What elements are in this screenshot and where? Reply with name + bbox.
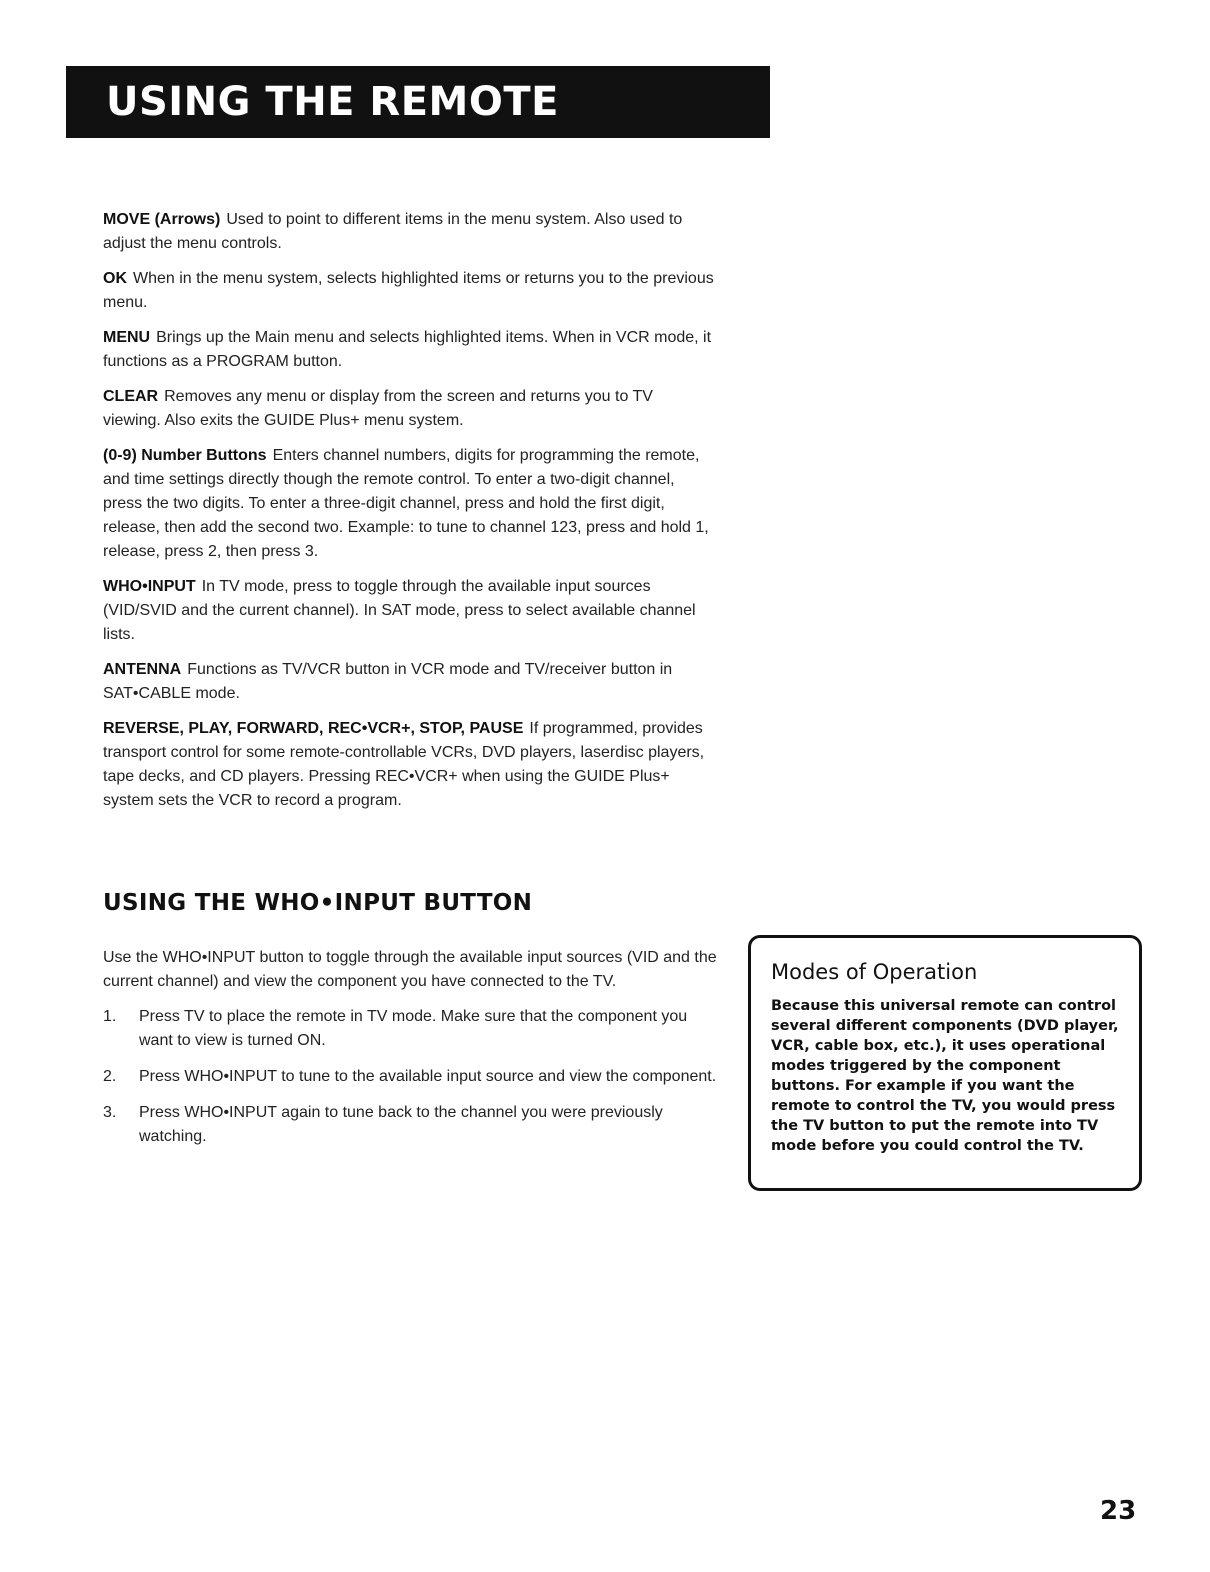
callout-body: Because this universal remote can control several different components (DVD player, VCR, cable box, etc.), it uses operational modes triggered by the component buttons. For example if you want the remote to control the TV, you would press the TV button to put the remote into TV mode before you could control the TV. xyxy=(771,998,1119,1154)
step-text: Press TV to place the remote in TV mode. Make sure that the component you want to view is turned ON. xyxy=(139,1008,688,1049)
entry-description: Removes any menu or display from the screen and returns you to TV viewing. Also exits the GUIDE Plus+ menu system. xyxy=(103,388,653,429)
page-number: 23 xyxy=(1100,1496,1137,1526)
step-number: 2. xyxy=(103,1068,117,1085)
entry-clear xyxy=(103,385,715,433)
entry-who-input xyxy=(103,575,715,647)
entry-description: Enters channel numbers, digits for programming the remote, and time settings directly though the remote control. To enter a two-digit channel, press the two digits. To enter a three-digit channel, press and hold the first digit, release, then add the second two. Example: to tune to channel 123, press and hold 1, release, press 2, then press 3. xyxy=(103,447,709,560)
entry-term: (0-9) Number Buttons xyxy=(103,447,267,464)
button-descriptions xyxy=(103,208,715,824)
step-number: 1. xyxy=(103,1008,117,1025)
callout-title: Modes of Operation xyxy=(771,960,978,984)
entry-description: Used to point to different items in the menu system. Also used to adjust the menu controls. xyxy=(103,211,683,252)
steps-list xyxy=(103,1005,723,1149)
step-text: Press WHO•INPUT again to tune back to the channel you were previously watching. xyxy=(139,1104,663,1145)
step-text: Press WHO•INPUT to tune to the available input source and view the component. xyxy=(139,1068,717,1085)
modes-of-operation-callout xyxy=(748,935,1142,1191)
entry-term: MENU xyxy=(103,329,151,346)
step-item xyxy=(103,1101,723,1149)
entry-term: CLEAR xyxy=(103,388,159,405)
page-title: USING THE REMOTE xyxy=(106,79,559,125)
step-item xyxy=(103,1005,723,1053)
entry-menu xyxy=(103,326,715,374)
entry-term: ANTENNA xyxy=(103,661,182,678)
who-input-section xyxy=(103,946,723,1161)
entry-description: In TV mode, press to toggle through the available input sources (VID/SVID and the current channel). In SAT mode, press to select available channel lists. xyxy=(103,578,696,643)
step-item xyxy=(103,1065,723,1089)
entry-number-buttons xyxy=(103,444,715,564)
entry-term: REVERSE, PLAY, FORWARD, REC•VCR+, STOP, PAUSE xyxy=(103,720,524,737)
entry-description: Brings up the Main menu and selects highlighted items. When in VCR mode, it functions as a PROGRAM button. xyxy=(103,329,712,370)
entry-description: Functions as TV/VCR button in VCR mode and TV/receiver button in SAT•CABLE mode. xyxy=(103,661,673,702)
entry-description: When in the menu system, selects highlighted items or returns you to the previous menu. xyxy=(103,270,714,311)
section-heading: USING THE WHO•INPUT BUTTON xyxy=(103,890,533,916)
entry-description: If programmed, provides transport control for some remote-controllable VCRs, DVD players, laserdisc players, tape decks, and CD players. Pressing REC•VCR+ when using the GUIDE Plus+ system sets the VCR to record a program. xyxy=(103,720,705,809)
entry-transport-controls xyxy=(103,717,715,813)
entry-move xyxy=(103,208,715,256)
entry-ok xyxy=(103,267,715,315)
header-bar xyxy=(66,66,770,138)
entry-term: WHO•INPUT xyxy=(103,578,196,595)
entry-antenna xyxy=(103,658,715,706)
step-number: 3. xyxy=(103,1104,117,1121)
section-intro: Use the WHO•INPUT button to toggle through the available input sources (VID and the current channel) and view the component you have connected to the TV. xyxy=(103,949,717,990)
entry-term: MOVE (Arrows) xyxy=(103,211,221,228)
entry-term: OK xyxy=(103,270,127,287)
